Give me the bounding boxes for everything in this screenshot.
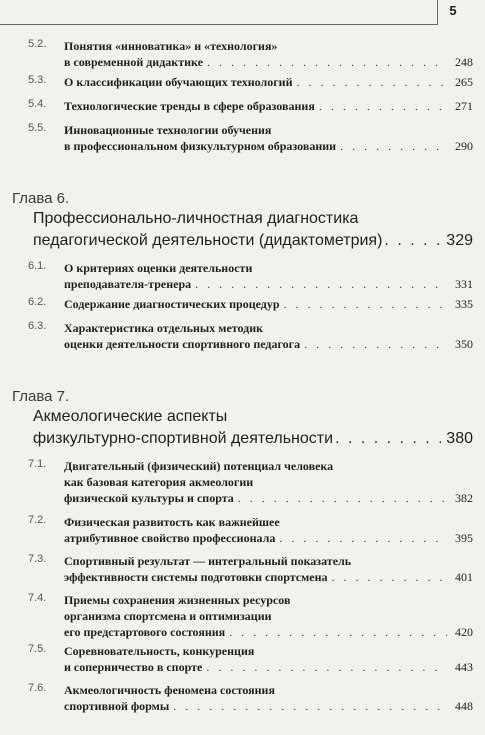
chapter-title-line: педагогической деятельности (дидактометрия) [33, 232, 383, 249]
entry-title-line: преподавателя-тренера [64, 277, 192, 291]
toc-entry [28, 458, 473, 506]
entry-title-line: в профессиональном физкультурном образовании [64, 139, 337, 153]
entry-page: 290 [455, 139, 473, 153]
leader-dots [229, 624, 447, 640]
leader-dots [297, 74, 447, 90]
entry-title-line: Понятия «инноватика» и «технология» [64, 39, 278, 53]
chapter-title-line: Акмеологические аспекты [33, 408, 228, 425]
chapter-title-line: физкультурно-спортивной деятельности [33, 430, 334, 447]
entry-page: 350 [455, 337, 473, 351]
entry-title-line: Характеристика отдельных методик [64, 321, 264, 335]
entry-page: 331 [455, 277, 473, 291]
entry-number: 7.3. [28, 553, 47, 565]
entry-number: 7.6. [28, 682, 47, 694]
toc-entry [28, 592, 473, 640]
leader-dots [279, 530, 447, 546]
entry-title-line: Физическая развитость как важнейшее [64, 515, 280, 529]
leader-dots [195, 276, 447, 292]
leader-dots [332, 569, 447, 585]
entry-title-line: организма спортсмена и оптимизации [64, 609, 272, 623]
leader-dots [173, 698, 447, 714]
entry-page: 248 [455, 55, 473, 69]
entry-number: 6.2. [28, 296, 47, 308]
toc-entry [28, 122, 473, 154]
leader-dots [384, 230, 441, 252]
toc-entry [28, 320, 473, 352]
entry-title-line: как базовая категория акмеологии [64, 475, 254, 489]
entry-number: 6.3. [28, 320, 47, 332]
page-number: 5 [449, 3, 457, 18]
leader-dots [340, 138, 447, 154]
chapter-label: Глава 7. [12, 388, 70, 405]
entry-title-line: оценки деятельности спортивного педагога [64, 337, 301, 351]
entry-number: 7.1. [28, 458, 47, 470]
leader-dots [206, 659, 447, 675]
entry-title-line: спортивной формы [64, 699, 170, 713]
entry-page: 335 [455, 297, 473, 311]
header-divider [437, 0, 438, 25]
entry-title-line: в современной дидактике [64, 55, 203, 69]
entry-title-line: Спортивный результат — интегральный показатель [64, 554, 352, 568]
leader-dots [207, 54, 447, 70]
entry-title-line: и соперничество в спорте [64, 660, 203, 674]
chapter-label: Глава 6. [12, 190, 70, 207]
entry-page: 401 [455, 570, 473, 584]
entry-title-line: Приемы сохранения жизненных ресурсов [64, 593, 291, 607]
entry-number: 5.4. [28, 98, 47, 110]
entry-title-line: Двигательный (физический) потенциал человека [64, 459, 334, 473]
entry-number: 7.5. [28, 643, 47, 655]
toc-entry [28, 682, 473, 714]
entry-title-line: Инновационные технологии обучения [64, 123, 272, 137]
chapter-title [33, 208, 473, 252]
chapter-title-line: Профессионально-личностная диагностика [33, 210, 359, 227]
toc-entry [28, 98, 473, 114]
leader-dots [335, 428, 441, 450]
toc-entry [28, 38, 473, 70]
entry-title-line: Содержание диагностических процедур [64, 297, 280, 311]
entry-page: 271 [455, 99, 473, 113]
entry-number: 5.3. [28, 74, 47, 86]
toc-entry [28, 260, 473, 292]
toc-entry [28, 643, 473, 675]
toc-entry [28, 296, 473, 312]
entry-title-line: атрибутивное свойство профессионала [64, 531, 276, 545]
entry-title-line: О классификации обучающих технологий [64, 75, 293, 89]
entry-title-line: его предстартового состояния [64, 625, 226, 639]
entry-page: 443 [455, 660, 473, 674]
entry-page: 265 [455, 75, 473, 89]
entry-number: 5.2. [28, 38, 47, 50]
leader-dots [304, 336, 447, 352]
entry-number: 7.2. [28, 514, 47, 526]
entry-page: 448 [455, 699, 473, 713]
entry-title-line: О критериях оценки деятельности [64, 261, 253, 275]
entry-title-line: Акмеологичность феномена состояния [64, 683, 275, 697]
toc-entry [28, 514, 473, 546]
header-rule [0, 24, 437, 25]
leader-dots [319, 98, 447, 114]
entry-title-line: Соревновательность, конкуренция [64, 644, 255, 658]
entry-page: 420 [455, 625, 473, 639]
chapter-page: 329 [446, 232, 473, 249]
entry-title-line: Технологические тренды в сфере образования [64, 99, 315, 113]
chapter-page: 380 [446, 430, 473, 447]
entry-number: 7.4. [28, 592, 47, 604]
entry-number: 6.1. [28, 260, 47, 272]
toc-entry [28, 553, 473, 585]
leader-dots [238, 490, 447, 506]
entry-page: 382 [455, 491, 473, 505]
toc-entry [28, 74, 473, 90]
chapter-title [33, 406, 473, 450]
leader-dots [284, 296, 447, 312]
entry-number: 5.5. [28, 122, 47, 134]
entry-title-line: физической культуры и спорта [64, 491, 234, 505]
entry-page: 395 [455, 531, 473, 545]
entry-title-line: эффективности системы подготовки спортсмена [64, 570, 328, 584]
